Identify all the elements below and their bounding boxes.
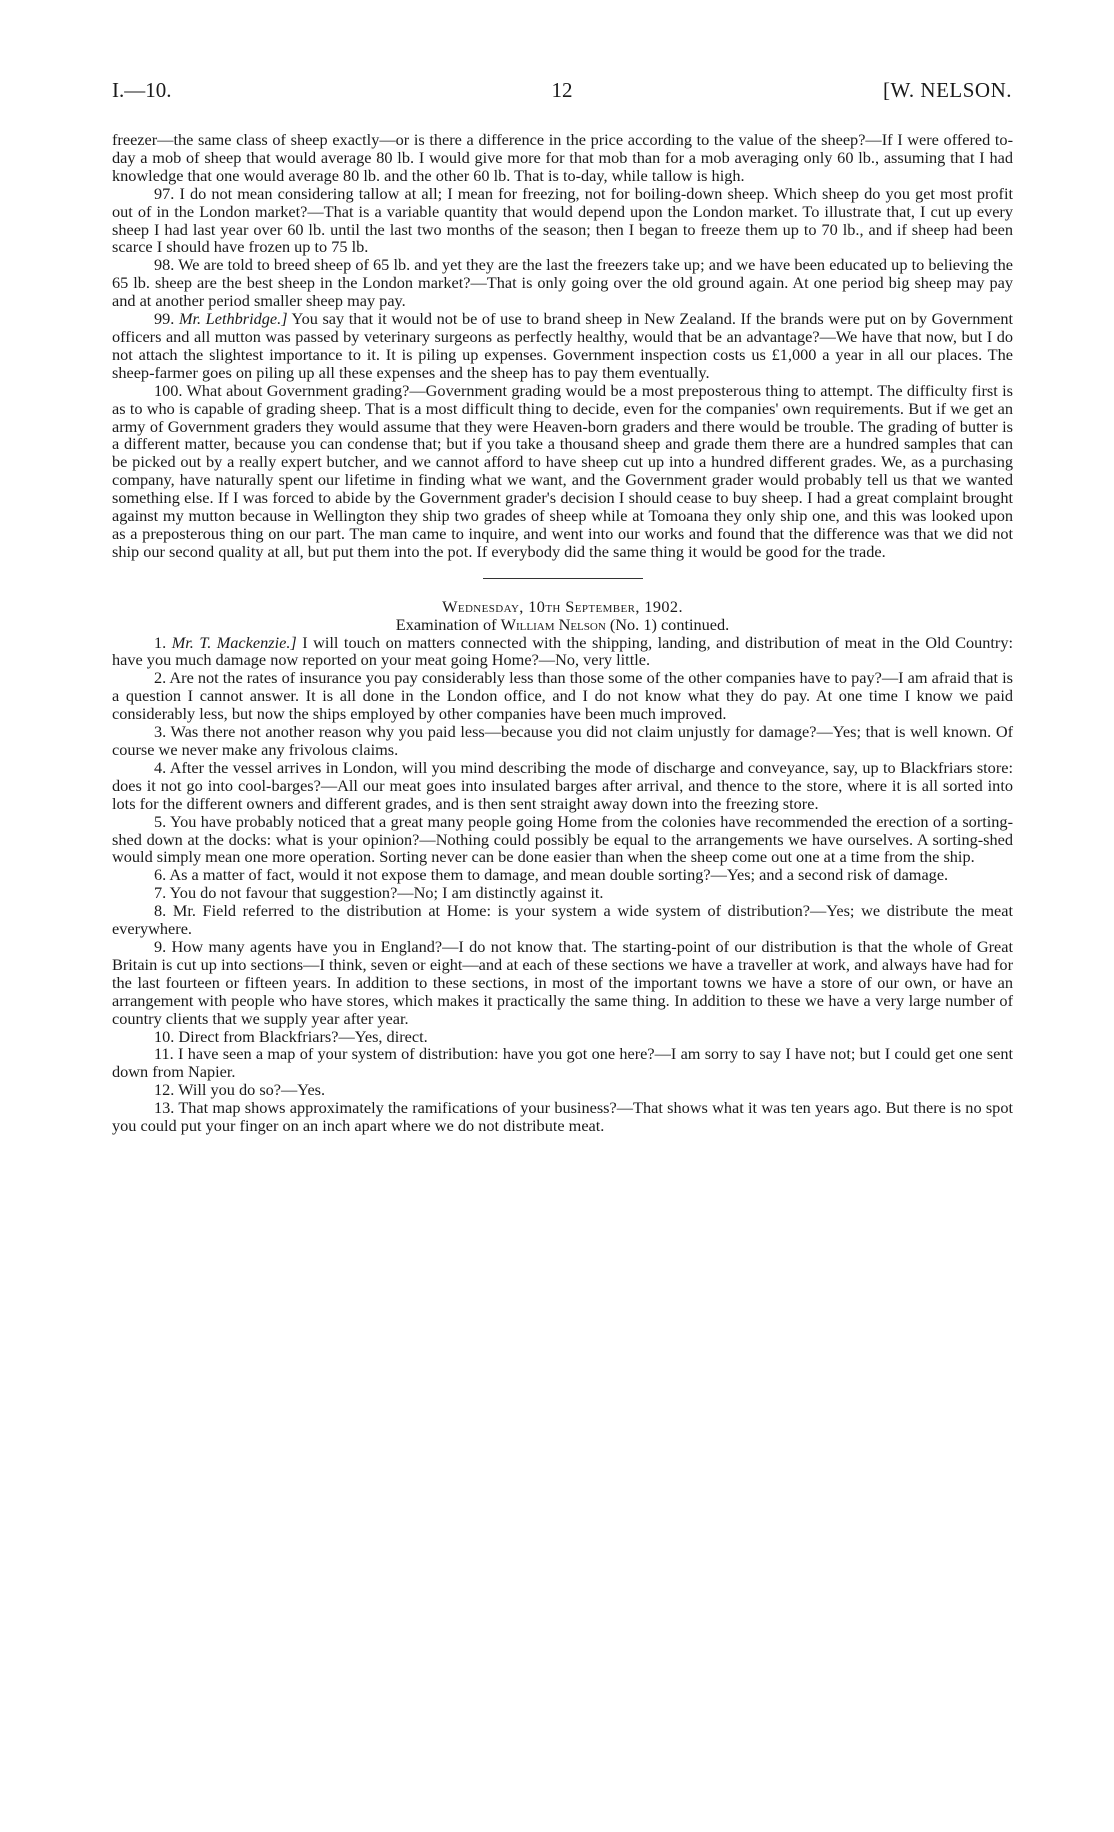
paragraph: 11. I have seen a map of your system of distribution: have you got one here?—I am sorry to say I have not; but I could get one sent down from Napier.	[112, 1044, 1013, 1082]
paragraph-text: I will touch on matters connected with the shipping, landing, and distribution of meat in the Old Country: have you much damage now reported on your meat going Home?—No, very little.	[112, 632, 1013, 670]
paragraph: 100. What about Government grading?—Government grading would be a most preposterous thing to attempt. The difficulty first is as to who is capable of grading sheep. That is a most difficult thing to decide, even for the companies' own requirements. But if we get an army of Government graders they would assume that they were Heaven-born graders and there would be trouble. The grading of butter is a different matter, because you can condense that; but if you take a thousand sheep and grade them there are a hundred samples that can be picked out by a really expert butcher, and we cannot afford to have sheep cut up into a hundred different grades. We, as a purchasing company, have naturally spent our lifetime in finding what we want, and the Government grader would probably tell us that we wanted something else. If I was forced to abide by the Government grader's decision I should cease to buy sheep. I had a great complaint brought against my mutton because in Wellington they ship two grades of sheep while at Tomoana they only ship one, and this was looked upon as a preposterous thing on our part. The man came to inquire, and went into our works and found that the difference was that we did not ship our second quality at all, but put them into the pot. If everybody did the same thing it would be good for the trade.	[112, 380, 1013, 561]
page-header	[112, 78, 1012, 108]
paragraph: 5. You have probably noticed that a great many people going Home from the colonies have recommended the erection of a sorting-shed down at the docks: what is your opinion?—Nothing could possibly be equal to the arrangements we have ourselves. A sorting-shed would simply mean one more operation. Sorting never can be done easier than when the sheep come out one at a time from the ship.	[112, 811, 1013, 867]
document-body	[112, 131, 1013, 1135]
paragraph: 9. How many agents have you in England?—I do not know that. The starting-point of our distribution is that the whole of Great Britain is cut up into sections—I think, seven or eight—and at each of these sections we have a traveller at work, and always have had for the last fourteen or fifteen years. In addition to these sections, in most of the important towns we have a store of our own, or have an arrangement with people who have stores, which makes it practically the same thing. In addition to these we have a very large number of country clients that we supply year after year.	[112, 936, 1013, 1028]
paragraph: 3. Was there not another reason why you paid less—because you did not claim unjustly for damage?—Yes; that is well known. Of course we never make any frivolous claims.	[112, 722, 1013, 759]
paragraph: 4. After the vessel arrives in London, will you mind describing the mode of discharge and conveyance, say, up to Blackfriars store: does it not go into cool-barges?—All our meat goes into insulated barges after arrival, and thence to the store, where it is all sorted into lots for the different owners and different grades, and is then sent straight away down into the freezing store.	[112, 757, 1013, 813]
paragraph: 8. Mr. Field referred to the distribution at Home: is your system a wide system of distribution?—Yes; we distribute the meat everywhere.	[112, 901, 1013, 939]
page-number: 12	[551, 78, 573, 102]
paragraph-text: You say that it would not be of use to brand sheep in New Zealand. If the brands were put on by Government officers and all mutton was passed by veterinary surgeons as perfectly healthy, would that be an advantage?—We have that now, but I do not attach the slightest importance to it. It is piling up expenses. Government inspection costs us £1,000 a year in all our places. The sheep-farmer goes on piling up all these expenses and the sheep has to pay them eventually.	[112, 309, 1013, 382]
paragraph: 2. Are not the rates of insurance you pay considerably less than those some of the other companies have to pay?—I am afraid that is a question I cannot answer. It is all done in the London office, and I do not know what they do pay. At one time I know we paid considerably less, but now the ships employed by other companies have been much improved.	[112, 668, 1013, 724]
question-number: 99.	[154, 309, 175, 329]
witness-name: William Nelson	[500, 614, 606, 634]
paragraph	[112, 634, 1013, 670]
paragraph: freezer—the same class of sheep exactly—or is there a difference in the price according to the value of the sheep?—If I were offered to-day a mob of sheep that would average 80 lb. I would give more for that mob than for a mob averaging only 60 lb., assuming that I had knowledge that one would average 80 lb. and the other 60 lb. That is to-day, while tallow is high.	[112, 130, 1013, 185]
speaker-name: Mr. Lethbridge.]	[178, 309, 288, 329]
question-number: 1.	[154, 632, 167, 652]
paragraph: 98. We are told to breed sheep of 65 lb. and yet they are the last the freezers take up; and we have been educated up to believing the 65 lb. sheep are the best sheep in the London market?—That is only going over the old ground again. At one period big sheep may pay and at another period smaller sheep may pay.	[112, 255, 1013, 311]
section-date: Wednesday, 10th September, 1902.	[442, 596, 683, 616]
paragraph: 97. I do not mean considering tallow at all; I mean for freezing, not for boiling-down sheep. Which sheep do you get most profit out of in the London market?—That is a variable quantity that would depend upon the London market. To illustrate that, I cut up every sheep I had last year over 60 lb. until the last two months of the season; then I began to freeze them up to 70 lb., and if sheep had been scarce I should have frozen up to 75 lb.	[112, 183, 1013, 257]
paragraph: 7. You do not favour that suggestion?—No; I am distinctly against it.	[154, 883, 604, 903]
exam-prefix: Examination of	[395, 614, 501, 634]
paragraph: 12. Will you do so?—Yes.	[154, 1080, 326, 1100]
speaker-name: Mr. T. Mackenzie.]	[171, 632, 297, 652]
paragraph: 13. That map shows approximately the ramifications of your business?—That shows what it was ten years ago. But there is no spot you could put your finger on an inch apart where we do not distribute meat.	[112, 1098, 1013, 1136]
paragraph: 10. Direct from Blackfriars?—Yes, direct.	[154, 1026, 428, 1046]
paragraph: 6. As a matter of fact, would it not expose them to damage, and mean double sorting?—Yes; and a second risk of damage.	[154, 865, 949, 885]
section-divider	[483, 578, 643, 579]
exam-suffix: (No. 1) continued.	[605, 614, 730, 634]
witness-name-header: [W. NELSON.	[883, 78, 1012, 102]
document-reference: I.—10.	[112, 78, 172, 102]
examination-heading	[112, 616, 1013, 634]
paragraph	[112, 310, 1013, 382]
